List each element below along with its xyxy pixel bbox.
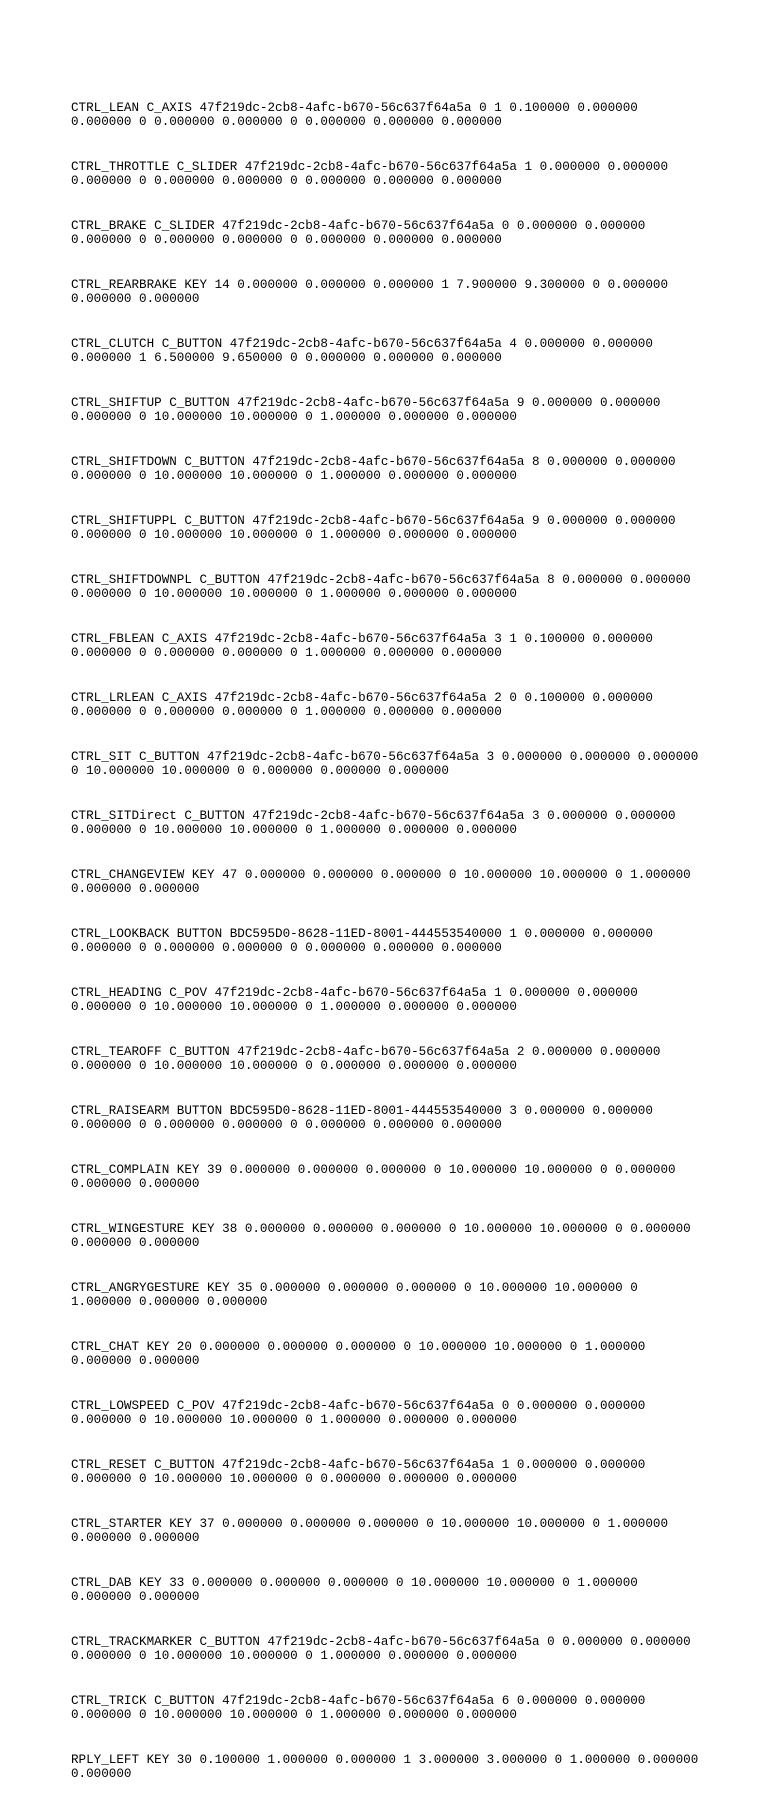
config-line-ctrl-sit: CTRL_SIT C_BUTTON 47f219dc-2cb8-4afc-b670-56c637f64a5a 3 0.000000 0.000000 0.000000 0 10.000000 10.000000 0 0.000000 0.000000 0.000000 [71, 749, 699, 779]
config-line-ctrl-trackmarker: CTRL_TRACKMARKER C_BUTTON 47f219dc-2cb8-4afc-b670-56c637f64a5a 0 0.000000 0.000000 0.000000 0 10.000000 10.000000 0 1.000000 0.000000 0.000000 [71, 1634, 691, 1664]
config-line-ctrl-shiftdownpl: CTRL_SHIFTDOWNPL C_BUTTON 47f219dc-2cb8-4afc-b670-56c637f64a5a 8 0.000000 0.000000 0.000000 0 10.000000 10.000000 0 1.000000 0.000000 0.000000 [71, 572, 691, 602]
config-line-ctrl-tearoff: CTRL_TEAROFF C_BUTTON 47f219dc-2cb8-4afc-b670-56c637f64a5a 2 0.000000 0.000000 0.000000 0 10.000000 10.000000 0 0.000000 0.000000 0.000000 [71, 1044, 661, 1074]
config-line-ctrl-shiftuppl: CTRL_SHIFTUPPL C_BUTTON 47f219dc-2cb8-4afc-b670-56c637f64a5a 9 0.000000 0.000000 0.000000 0 10.000000 10.000000 0 1.000000 0.000000 0.000000 [71, 513, 676, 543]
config-line-ctrl-rearbrake: CTRL_REARBRAKE KEY 14 0.000000 0.000000 0.000000 1 7.900000 9.300000 0 0.000000 0.000000 0.000000 [71, 277, 669, 307]
config-line-ctrl-clutch: CTRL_CLUTCH C_BUTTON 47f219dc-2cb8-4afc-b670-56c637f64a5a 4 0.000000 0.000000 0.000000 1 6.500000 9.650000 0 0.000000 0.000000 0.000000 [71, 336, 653, 366]
config-line-ctrl-fblean: CTRL_FBLEAN C_AXIS 47f219dc-2cb8-4afc-b670-56c637f64a5a 3 1 0.100000 0.000000 0.000000 0 0.000000 0.000000 0 1.000000 0.000000 0.000000 [71, 631, 653, 661]
config-line-ctrl-shiftdown: CTRL_SHIFTDOWN C_BUTTON 47f219dc-2cb8-4afc-b670-56c637f64a5a 8 0.000000 0.000000 0.000000 0 10.000000 10.000000 0 1.000000 0.000000 0.000000 [71, 454, 676, 484]
config-line-ctrl-shiftup: CTRL_SHIFTUP C_BUTTON 47f219dc-2cb8-4afc-b670-56c637f64a5a 9 0.000000 0.000000 0.000000 0 10.000000 10.000000 0 1.000000 0.000000 0.000000 [71, 395, 661, 425]
config-line-ctrl-brake: CTRL_BRAKE C_SLIDER 47f219dc-2cb8-4afc-b670-56c637f64a5a 0 0.000000 0.000000 0.000000 0 0.000000 0.000000 0 0.000000 0.000000 0.000000 [71, 218, 646, 248]
config-line-ctrl-trick: CTRL_TRICK C_BUTTON 47f219dc-2cb8-4afc-b670-56c637f64a5a 6 0.000000 0.000000 0.000000 0 10.000000 10.000000 0 1.000000 0.000000 0.000000 [71, 1693, 646, 1723]
config-line-ctrl-throttle: CTRL_THROTTLE C_SLIDER 47f219dc-2cb8-4afc-b670-56c637f64a5a 1 0.000000 0.000000 0.000000 0 0.000000 0.000000 0 0.000000 0.000000 0.000000 [71, 159, 669, 189]
config-line-rply-left: RPLY_LEFT KEY 30 0.100000 1.000000 0.000000 1 3.000000 3.000000 0 1.000000 0.000000 0.000000 [71, 1752, 699, 1782]
config-line-ctrl-starter: CTRL_STARTER KEY 37 0.000000 0.000000 0.000000 0 10.000000 10.000000 0 1.000000 0.000000 0.000000 [71, 1516, 669, 1546]
config-line-ctrl-sitdirect: CTRL_SITDirect C_BUTTON 47f219dc-2cb8-4afc-b670-56c637f64a5a 3 0.000000 0.000000 0.000000 0 10.000000 10.000000 0 1.000000 0.000000 0.000000 [71, 808, 676, 838]
config-document [71, 71, 711, 1797]
config-line-ctrl-reset: CTRL_RESET C_BUTTON 47f219dc-2cb8-4afc-b670-56c637f64a5a 1 0.000000 0.000000 0.000000 0 10.000000 10.000000 0 0.000000 0.000000 0.000000 [71, 1457, 646, 1487]
config-line-ctrl-lowspeed: CTRL_LOWSPEED C_POV 47f219dc-2cb8-4afc-b670-56c637f64a5a 0 0.000000 0.000000 0.000000 0 10.000000 10.000000 0 1.000000 0.000000 0.000000 [71, 1398, 646, 1428]
config-line-ctrl-lookback: CTRL_LOOKBACK BUTTON BDC595D0-8628-11ED-8001-444553540000 1 0.000000 0.000000 0.000000 0 0.000000 0.000000 0 0.000000 0.000000 0.000000 [71, 926, 653, 956]
config-line-ctrl-heading: CTRL_HEADING C_POV 47f219dc-2cb8-4afc-b670-56c637f64a5a 1 0.000000 0.000000 0.000000 0 10.000000 10.000000 0 1.000000 0.000000 0.000000 [71, 985, 638, 1015]
config-line-ctrl-complain: CTRL_COMPLAIN KEY 39 0.000000 0.000000 0.000000 0 10.000000 10.000000 0 0.000000 0.000000 0.000000 [71, 1162, 676, 1192]
config-line-ctrl-dab: CTRL_DAB KEY 33 0.000000 0.000000 0.000000 0 10.000000 10.000000 0 1.000000 0.000000 0.000000 [71, 1575, 638, 1605]
config-line-ctrl-wingesture: CTRL_WINGESTURE KEY 38 0.000000 0.000000 0.000000 0 10.000000 10.000000 0 0.000000 0.000000 0.000000 [71, 1221, 691, 1251]
config-line-ctrl-raisearm: CTRL_RAISEARM BUTTON BDC595D0-8628-11ED-8001-444553540000 3 0.000000 0.000000 0.000000 0 0.000000 0.000000 0 0.000000 0.000000 0.000000 [71, 1103, 653, 1133]
config-line-ctrl-angrygesture: CTRL_ANGRYGESTURE KEY 35 0.000000 0.000000 0.000000 0 10.000000 10.000000 0 1.000000 0.000000 0.000000 [71, 1280, 638, 1310]
config-line-ctrl-lean: CTRL_LEAN C_AXIS 47f219dc-2cb8-4afc-b670-56c637f64a5a 0 1 0.100000 0.000000 0.000000 0 0.000000 0.000000 0 0.000000 0.000000 0.000000 [71, 100, 638, 130]
config-line-ctrl-chat: CTRL_CHAT KEY 20 0.000000 0.000000 0.000000 0 10.000000 10.000000 0 1.000000 0.000000 0.000000 [71, 1339, 646, 1369]
config-line-ctrl-changeview: CTRL_CHANGEVIEW KEY 47 0.000000 0.000000 0.000000 0 10.000000 10.000000 0 1.000000 0.000000 0.000000 [71, 867, 691, 897]
config-line-ctrl-lrlean: CTRL_LRLEAN C_AXIS 47f219dc-2cb8-4afc-b670-56c637f64a5a 2 0 0.100000 0.000000 0.000000 0 0.000000 0.000000 0 1.000000 0.000000 0.000000 [71, 690, 653, 720]
